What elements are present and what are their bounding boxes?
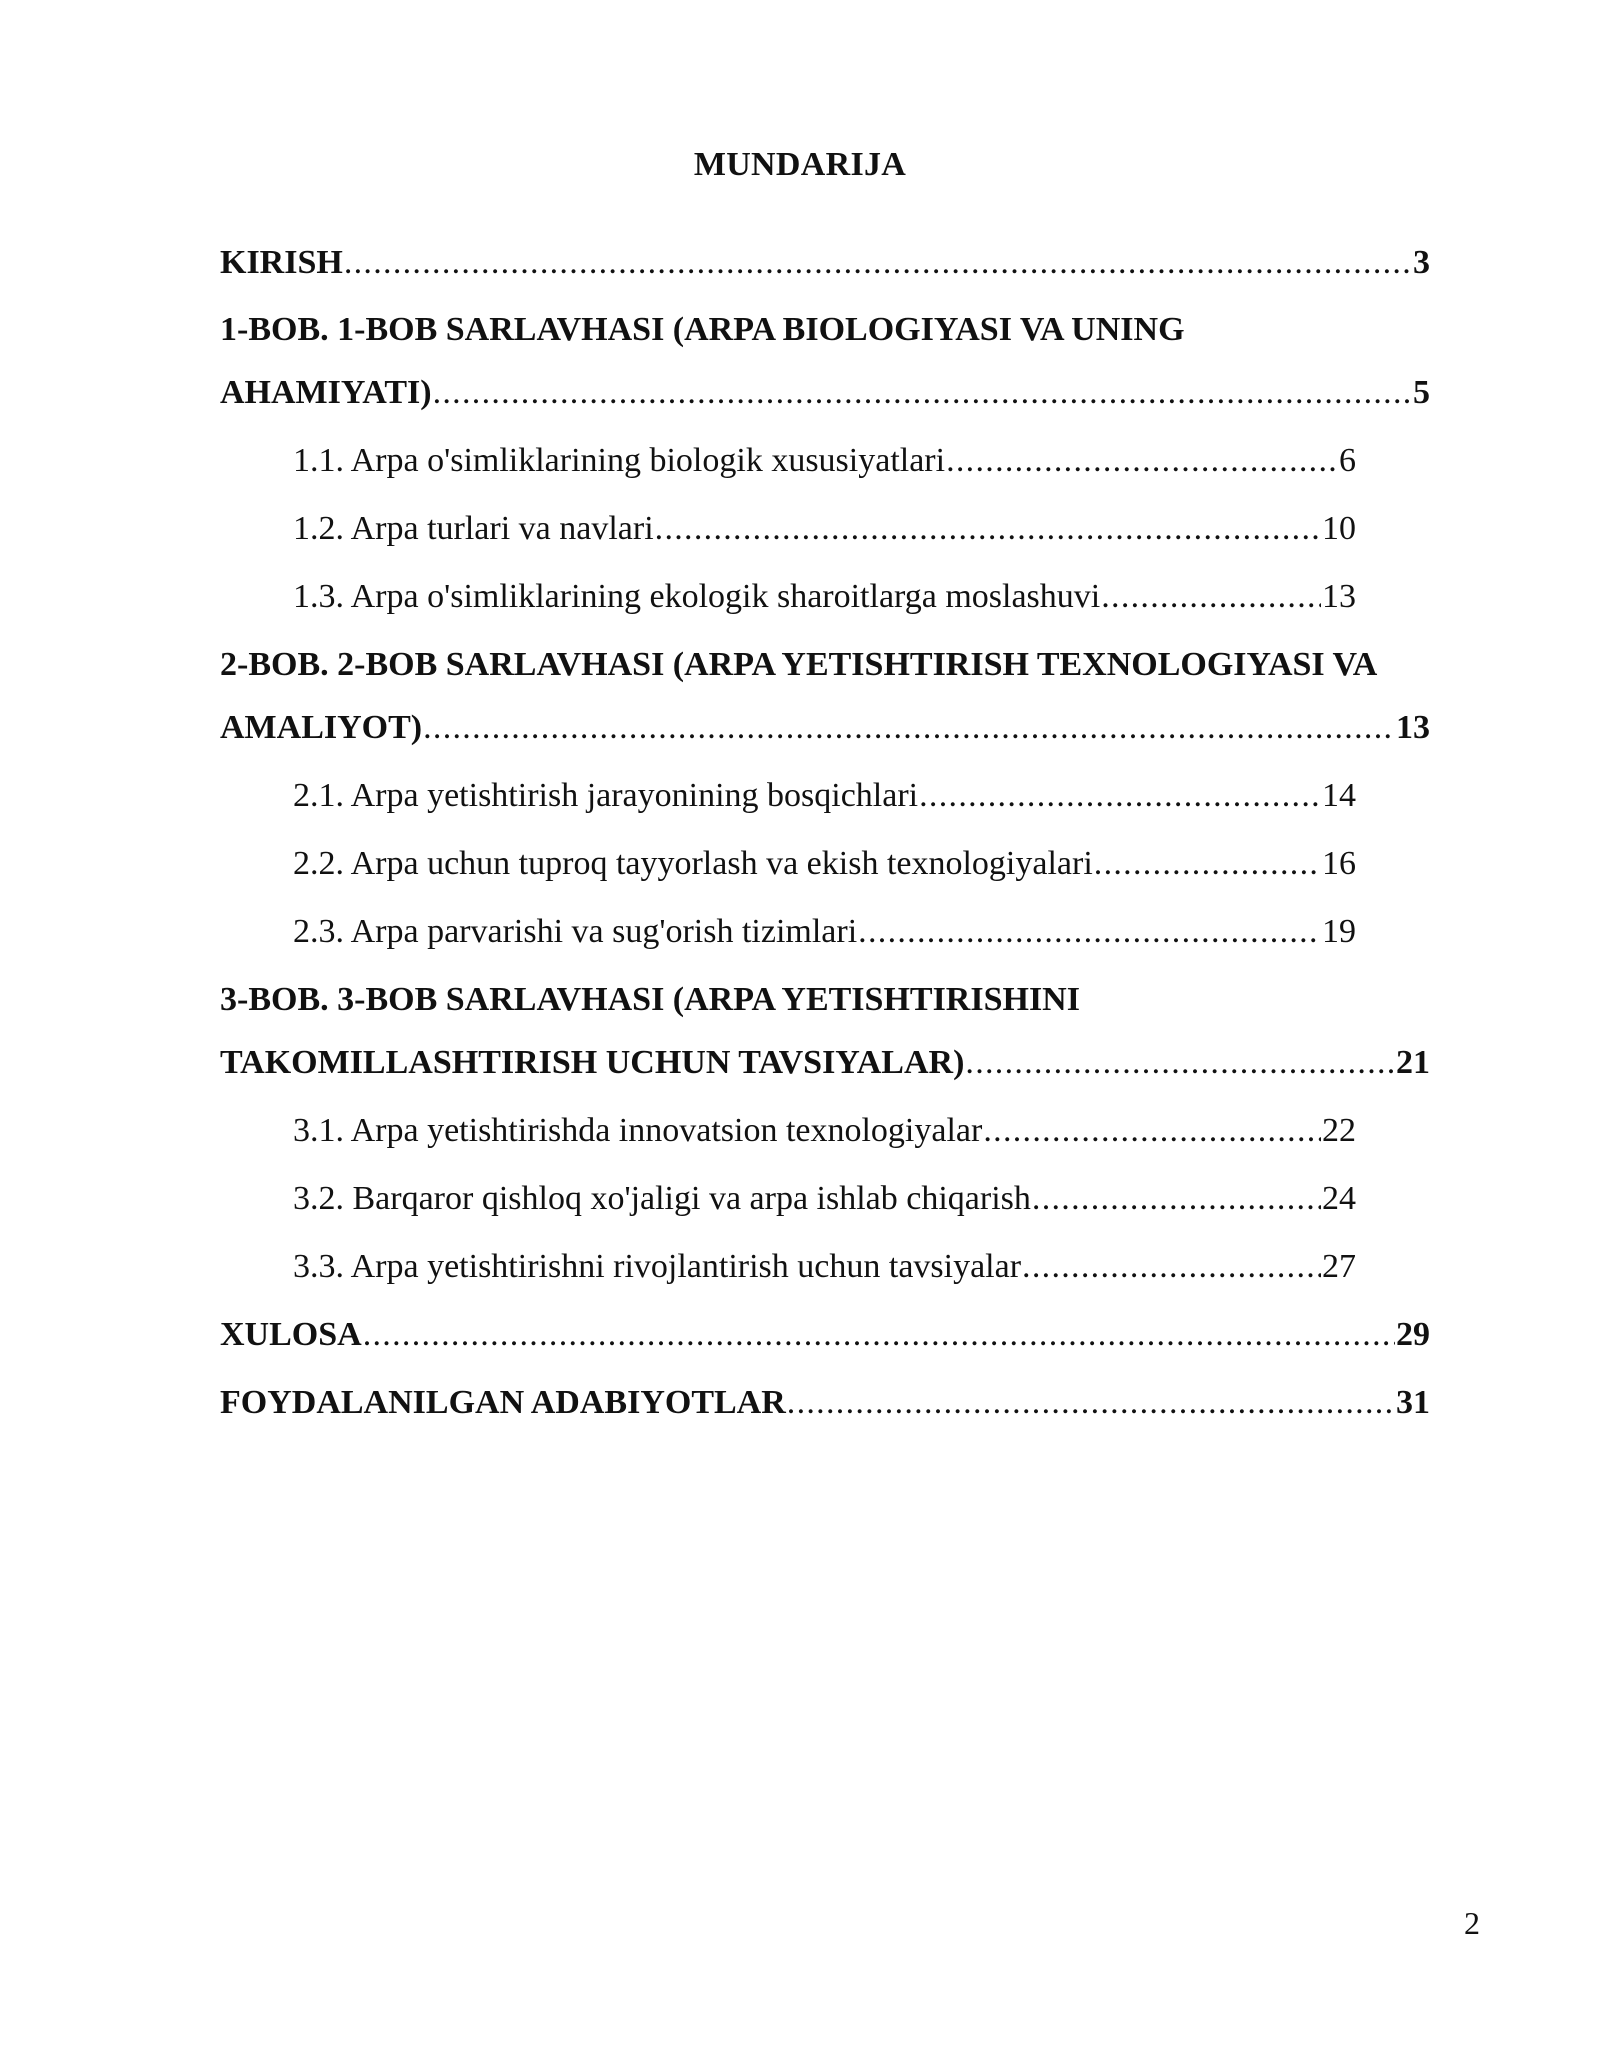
toc-page-number: 27 [1322, 1248, 1356, 1285]
toc-page-number: 6 [1339, 442, 1356, 479]
toc-entry-label: 1.2. Arpa turlari va navlari [293, 510, 654, 547]
toc-entry-label: 1.1. Arpa o'simliklarining biologik xususiyatlari [293, 442, 946, 479]
page-title: MUNDARIJA [693, 146, 907, 183]
toc-page-number: 3 [1413, 244, 1430, 281]
toc-entry-label: 3.2. Barqaror qishloq xo'jaligi va arpa ishlab chiqarish [293, 1180, 1031, 1217]
toc-entry-label: TAKOMILLASHTIRISH UCHUN TAVSIYALAR) [220, 1044, 965, 1081]
toc-entry-label: 2.1. Arpa yetishtirish jarayonining bosqichlari [293, 777, 919, 814]
toc-page-number: 16 [1322, 845, 1356, 882]
toc-page-number: 29 [1396, 1316, 1430, 1353]
toc-entry-chapter-1[interactable] [220, 373, 1430, 413]
toc-entry-references[interactable] [220, 1383, 1430, 1423]
toc-page-number: 24 [1322, 1180, 1356, 1217]
dot-leader [1032, 1179, 1321, 1219]
dot-leader [1101, 577, 1321, 617]
dot-leader [787, 1383, 1395, 1423]
dot-leader [344, 243, 1412, 283]
toc-entry-label: 1.3. Arpa o'simliklarining ekologik sharoitlarga moslashuvi [293, 578, 1101, 615]
toc-entry-kirish[interactable] [220, 243, 1430, 283]
toc-entry-label: 3.1. Arpa yetishtirishda innovatsion texnologiyalar [293, 1112, 983, 1149]
toc-entry-section-2-3[interactable] [293, 912, 1356, 952]
toc-entry-section-1-3[interactable] [293, 577, 1356, 617]
dot-leader [919, 776, 1321, 816]
dot-leader [1094, 844, 1321, 884]
dot-leader [423, 708, 1395, 748]
toc-entry-label: 3.3. Arpa yetishtirishni rivojlantirish uchun tavsiyalar [293, 1248, 1022, 1285]
toc-entry-chapter-2[interactable] [220, 708, 1430, 748]
dot-leader [655, 509, 1321, 549]
toc-entry-section-3-3[interactable] [293, 1247, 1356, 1287]
toc-entry-chapter-3[interactable] [220, 1043, 1430, 1083]
toc-entry-label: AMALIYOT) [220, 709, 423, 746]
dot-leader [363, 1315, 1395, 1355]
toc-page-number: 5 [1413, 374, 1430, 411]
toc-page-number: 13 [1396, 709, 1430, 746]
dot-leader [946, 441, 1338, 481]
toc-entry-label: FOYDALANILGAN ADABIYOTLAR [220, 1384, 786, 1421]
toc-page-number: 13 [1322, 578, 1356, 615]
toc-entry-label: 2.2. Arpa uchun tuproq tayyorlash va ekish texnologiyalari [293, 845, 1093, 882]
toc-entry-label: KIRISH [220, 244, 343, 281]
toc-page-number: 19 [1322, 913, 1356, 950]
toc-entry-section-1-1[interactable] [293, 441, 1356, 481]
toc-entry-label: AHAMIYATI) [220, 374, 432, 411]
dot-leader [858, 912, 1321, 952]
toc-page-number: 31 [1396, 1384, 1430, 1421]
dot-leader [965, 1043, 1395, 1083]
toc-chapter-2-heading[interactable]: 2-BOB. 2-BOB SARLAVHASI (ARPA YETISHTIRISH TEXNOLOGIYASI VA [220, 646, 1378, 683]
toc-page-number: 21 [1396, 1044, 1430, 1081]
dot-leader [433, 373, 1412, 413]
toc-entry-section-1-2[interactable] [293, 509, 1356, 549]
toc-entry-label: 2.3. Arpa parvarishi va sug'orish tizimlari [293, 913, 858, 950]
toc-chapter-3-heading[interactable]: 3-BOB. 3-BOB SARLAVHASI (ARPA YETISHTIRISHINI [220, 981, 1080, 1018]
toc-page-number: 10 [1322, 510, 1356, 547]
toc-chapter-1-heading[interactable]: 1-BOB. 1-BOB SARLAVHASI (ARPA BIOLOGIYASI VA UNING [220, 311, 1185, 348]
toc-entry-section-3-1[interactable] [293, 1111, 1356, 1151]
toc-entry-section-2-1[interactable] [293, 776, 1356, 816]
dot-leader [983, 1111, 1321, 1151]
dot-leader [1022, 1247, 1321, 1287]
toc-entry-label: XULOSA [220, 1316, 362, 1353]
toc-entry-section-2-2[interactable] [293, 844, 1356, 884]
toc-page-number: 14 [1322, 777, 1356, 814]
toc-entry-xulosa[interactable] [220, 1315, 1430, 1355]
page-number: 2 [1464, 1905, 1480, 1941]
toc-entry-section-3-2[interactable] [293, 1179, 1356, 1219]
toc-page-number: 22 [1322, 1112, 1356, 1149]
